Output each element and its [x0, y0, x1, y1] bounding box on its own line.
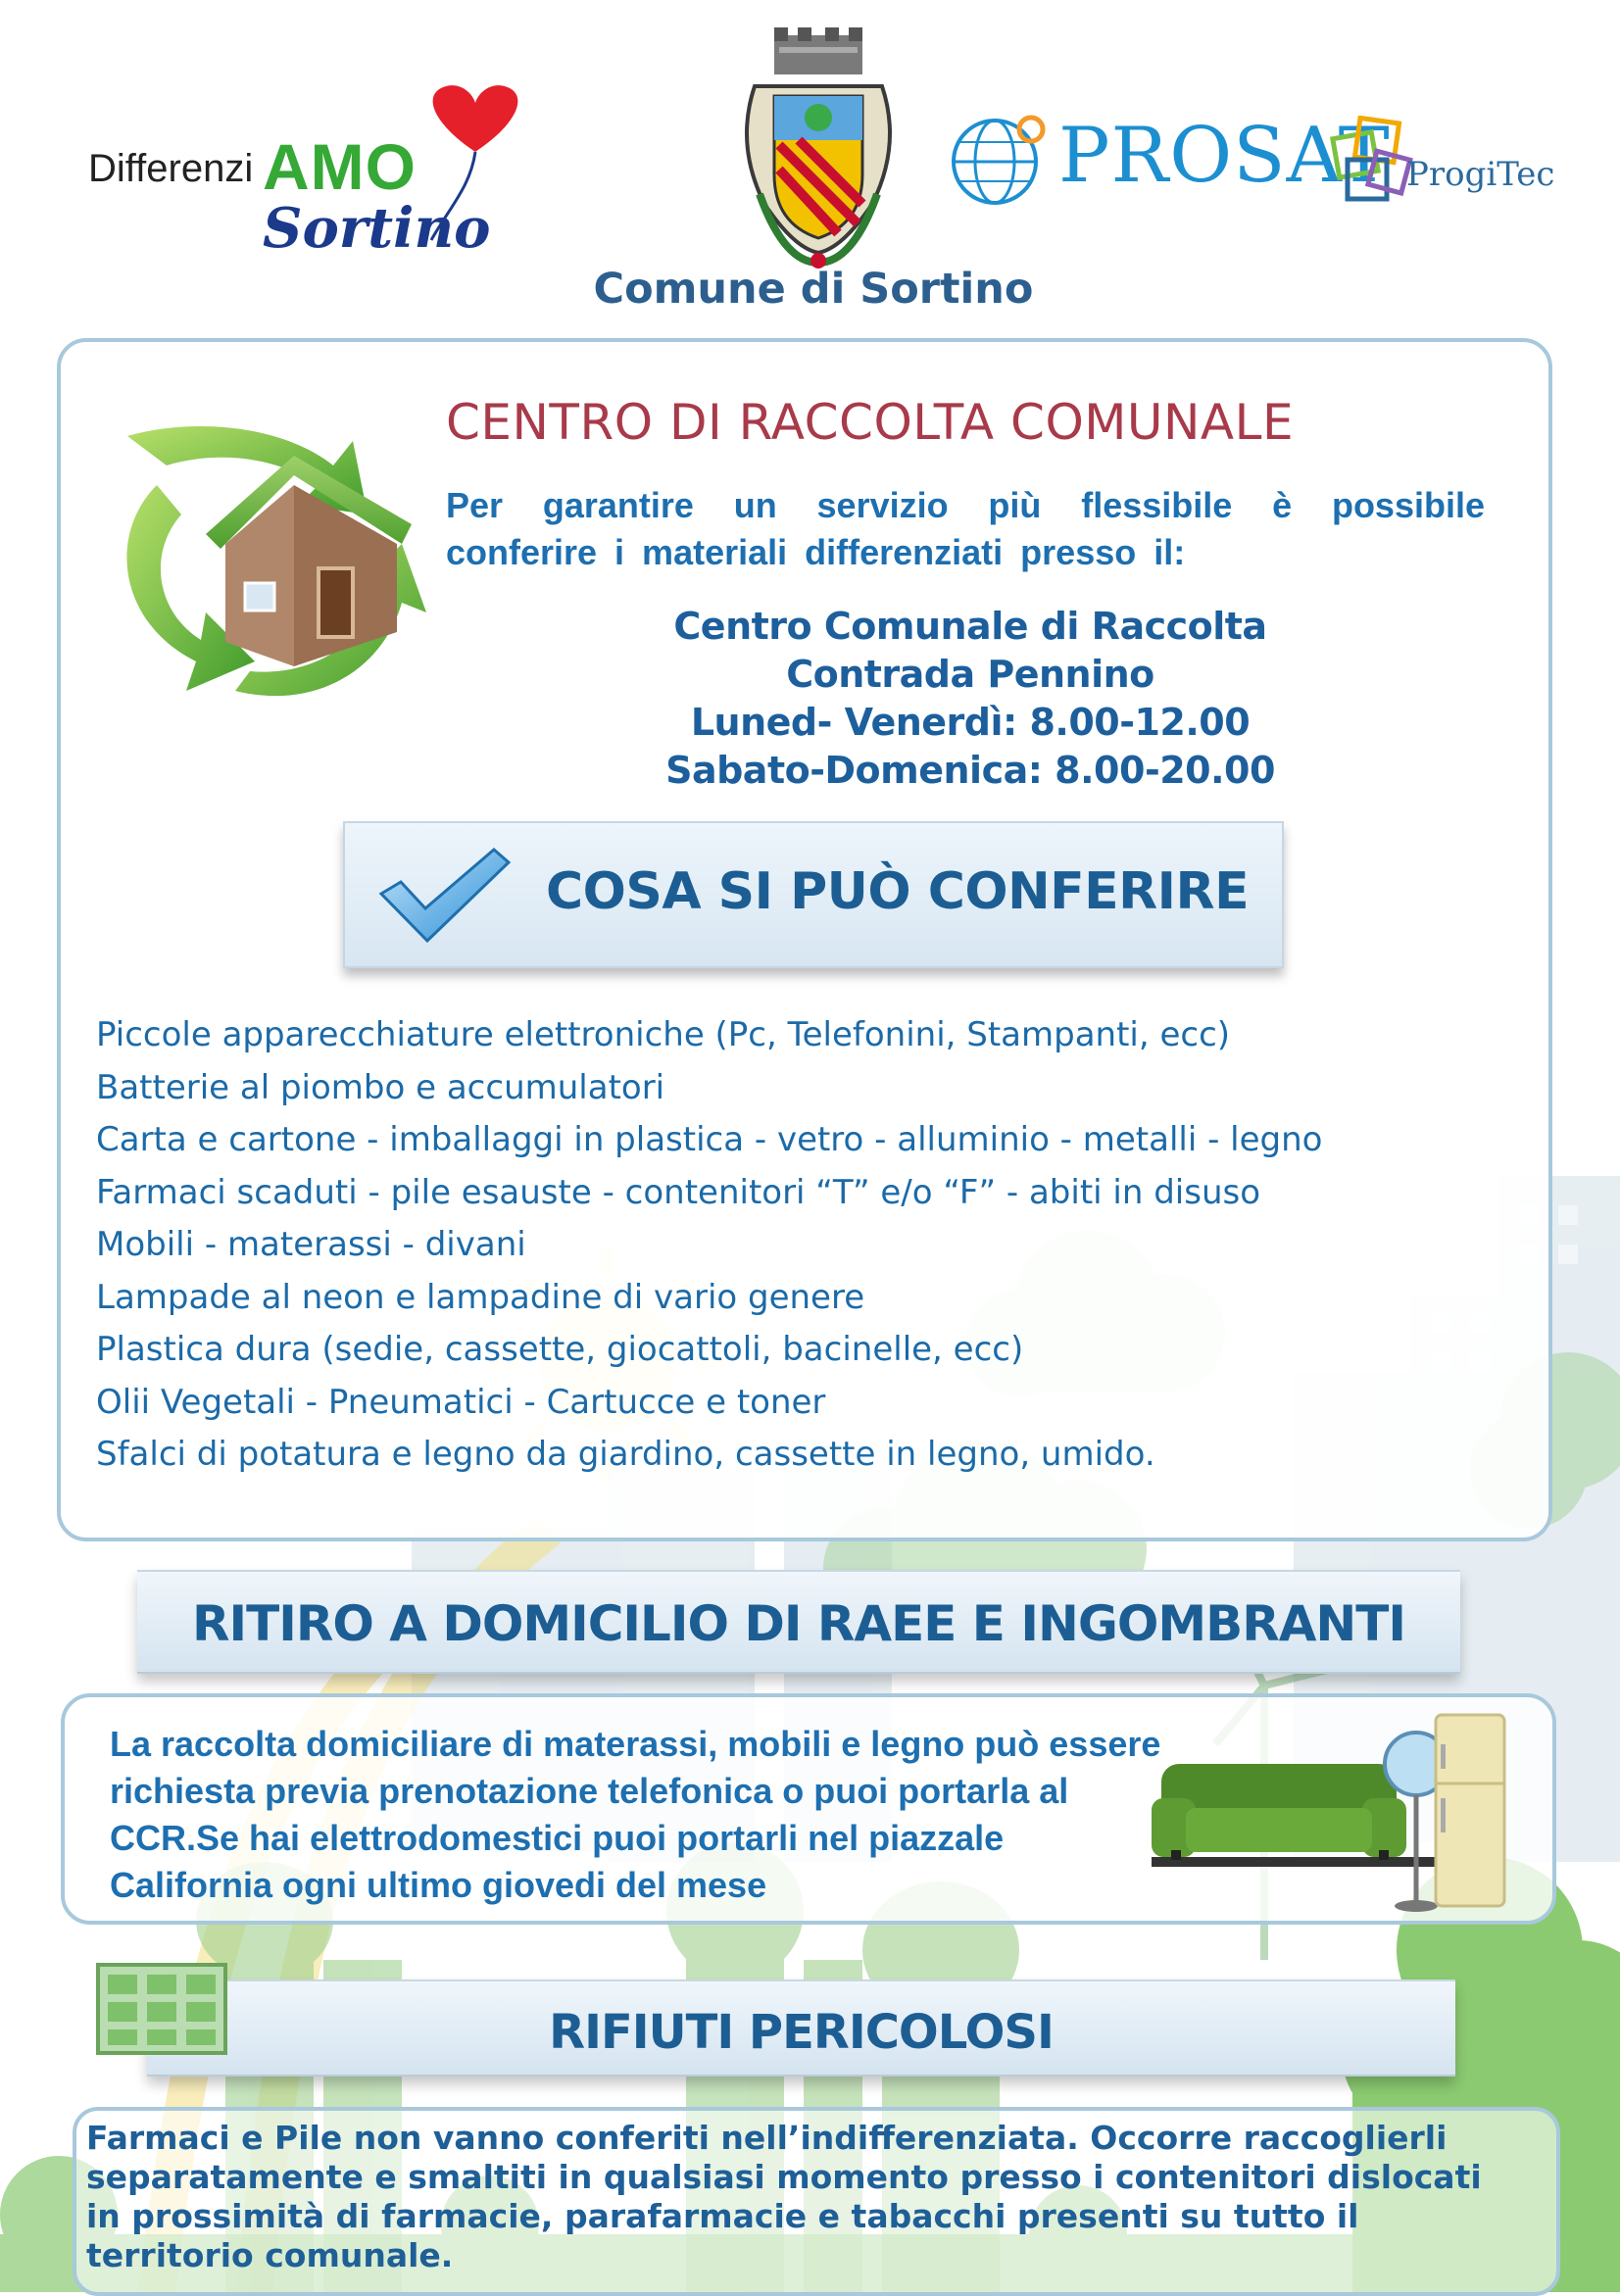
- pericolosi-line: separatamente e smaltiti in qualsiasi momento presso i contenitori dislocati: [86, 2158, 1482, 2196]
- centro-name: Centro Comunale di Raccolta: [673, 605, 1267, 648]
- hours-weekend: Sabato-Domenica: 8.00-20.00: [665, 749, 1275, 792]
- list-item: Olii Vegetali - Pneumatici - Cartucce e toner: [96, 1382, 826, 1422]
- list-item: Sfalci di potatura e legno da giardino, cassette in legno, umido.: [96, 1435, 1155, 1474]
- ritiro-line: California ogni ultimo giovedi del mese: [110, 1865, 767, 1905]
- ritiro-line: CCR.Se hai elettrodomestici puoi portarli nel piazzale: [110, 1818, 1005, 1858]
- solar-panel-icon: [88, 1945, 235, 2073]
- eco-house-icon: [88, 397, 461, 720]
- pericolosi-title: RIFIUTI PERICOLOSI: [549, 2005, 1054, 2060]
- centro-title: CENTRO DI RACCOLTA COMUNALE: [446, 394, 1295, 451]
- pericolosi-line: in prossimità di farmacie, parafarmacie e tabacchi presenti su tutto il: [86, 2197, 1359, 2235]
- list-item: Mobili - materassi - divani: [96, 1225, 526, 1264]
- heart-balloon-icon: [412, 78, 539, 255]
- ritiro-title: RITIRO A DOMICILIO DI RAEE E INGOMBRANTI: [192, 1595, 1405, 1652]
- checkmark-icon: [376, 845, 514, 943]
- list-item: Carta e cartone - imballaggi in plastica - vetro - alluminio - metalli - legno: [96, 1120, 1323, 1159]
- pericolosi-line: territorio comunale.: [86, 2236, 454, 2274]
- pericolosi-text: [86, 2119, 1556, 2275]
- cosa-banner: [343, 821, 1284, 968]
- hours-weekdays: Luned- Venerdì: 8.00-12.00: [690, 701, 1251, 744]
- pericolosi-line: Farmaci e Pile non vanno conferiti nell’indifferenziata. Occorre raccoglierli: [86, 2119, 1448, 2157]
- list-item: Plastica dura (sedie, cassette, giocattoli, bacinelle, ecc): [96, 1330, 1024, 1369]
- globe-icon: [941, 108, 1054, 216]
- differenziamo-logo: [88, 78, 539, 274]
- cosa-title: COSA SI PUÒ CONFERIRE: [546, 862, 1250, 921]
- comune-crest: [725, 27, 911, 272]
- comune-title: Comune di Sortino: [593, 265, 1034, 314]
- progitec-squares-icon: [1328, 116, 1416, 214]
- ritiro-text: [110, 1721, 1207, 1909]
- list-item: Batterie al piombo e accumulatori: [96, 1067, 665, 1107]
- prosat-text: PROSAT: [1058, 112, 1391, 200]
- centro-intro: Per garantire un servizio più flessibile è possibile conferire i materiali differenziati presso il:: [446, 485, 1485, 572]
- logo-text-sortino: Sortino: [263, 196, 491, 261]
- logo-text-amo: AMO: [263, 130, 417, 203]
- logo-text-differenzi: Differenzi: [88, 147, 254, 190]
- list-item: Farmaci scaduti - pile esauste - contenitori “T” e/o “F” - abiti in disuso: [96, 1172, 1261, 1212]
- prosat-logo: [941, 108, 1391, 225]
- list-item: Piccole apparecchiature elettroniche (Pc, Telefonini, Stampanti, ecc): [96, 1015, 1231, 1054]
- centro-info: [490, 603, 1450, 795]
- ritiro-line: richiesta previa prenotazione telefonica o puoi portarla al: [110, 1771, 1069, 1811]
- materials-list: [96, 1009, 1507, 1482]
- progitec-logo: [1328, 116, 1553, 223]
- furniture-illustration: [1152, 1705, 1524, 1913]
- pericolosi-banner: [147, 1979, 1455, 2076]
- ritiro-line: La raccolta domiciliare di materassi, mobili e legno può essere: [110, 1724, 1161, 1764]
- crest-icon: [725, 27, 911, 272]
- centro-address: Contrada Pennino: [786, 653, 1154, 696]
- progitec-text: ProgiTec: [1406, 155, 1555, 194]
- ritiro-banner: [137, 1570, 1460, 1674]
- list-item: Lampade al neon e lampadine di vario genere: [96, 1277, 865, 1317]
